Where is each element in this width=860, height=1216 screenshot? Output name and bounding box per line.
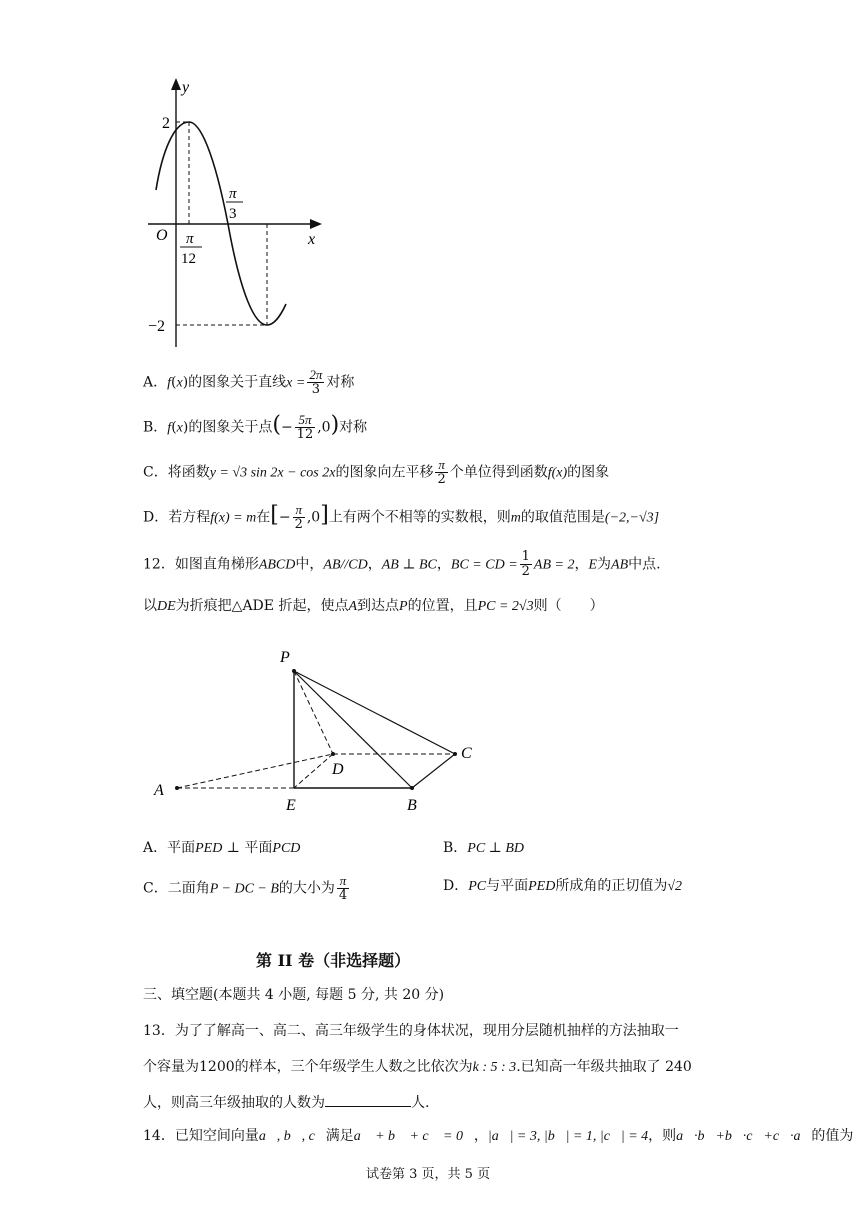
func-arg: x — [176, 420, 183, 436]
pyramid-figure — [140, 640, 500, 825]
option-prefix: B． — [143, 419, 168, 436]
option-text: 上有两个不相等的实数根，则 — [328, 509, 511, 526]
option-text: 的图象关于直线 — [188, 374, 287, 391]
expression: y = √3 sin 2x − cos 2x — [209, 465, 336, 481]
q12-option-c[interactable]: C．二面角P − DC − B的大小为 $\frac{\pi}{4}$ — [143, 873, 348, 903]
option-text: 的图象向左平移 — [335, 464, 434, 481]
max-value-label: 2 — [162, 115, 170, 132]
section-title: 第 II 卷（非选择题） — [256, 951, 411, 970]
y-axis-arrow — [171, 78, 181, 90]
section-3-heading: 三、填空题(本题共 4 小题, 每题 5 分, 共 20 分) — [143, 987, 445, 1003]
option-text: 的图象 — [567, 464, 610, 481]
q13-line3: 人，则高三年级抽取的人数为 人. — [143, 1090, 429, 1115]
label-d: D — [332, 761, 344, 778]
answer-blank[interactable] — [325, 1090, 411, 1107]
q14-line1: 14．已知空间向量a⃗, b⃗, c⃗满足a⃗ + b⃗ + c⃗ = 0⃗，|a⃗| = 3, |b⃗| = 1, |c⃗| = 4，则a⃗·b⃗+b⃗·c⃗+c⃗·a⃗的值为 — [143, 1128, 854, 1144]
pi-over-3-num: π — [229, 186, 237, 202]
edge-bc — [412, 754, 455, 788]
edge-pc — [294, 671, 455, 754]
equation: x = — [286, 375, 306, 391]
option-text: 在 — [256, 509, 271, 526]
func-arg: x — [176, 375, 183, 391]
option-text: 对称 — [339, 419, 368, 436]
point-d — [331, 752, 335, 756]
option-prefix: A． — [143, 374, 168, 391]
fraction: $\frac{5\pi}{12}$ — [296, 412, 314, 442]
x-axis-label: x — [308, 231, 316, 248]
q12-option-b[interactable]: B．PC ⊥ BD — [443, 840, 525, 856]
option-prefix: D．若方程 — [143, 509, 211, 526]
pi-over-12-den: 12 — [181, 251, 196, 267]
sine-graph — [140, 72, 340, 352]
q12-option-a[interactable]: A．平面PED ⊥ 平面PCD — [143, 840, 301, 856]
var-m: m — [510, 510, 521, 526]
fraction: $\frac{2\pi}{3}$ — [309, 367, 323, 397]
pi-over-12-num: π — [186, 231, 194, 247]
min-value-label: −2 — [148, 318, 166, 335]
range-value: (−2,−√3] — [604, 510, 660, 526]
q11-option-c[interactable] — [143, 458, 609, 487]
option-text: 的取值范围是 — [520, 509, 605, 526]
label-p: P — [280, 649, 290, 666]
label-a: A — [154, 782, 164, 799]
label-c: C — [461, 745, 472, 762]
func-name: f(x) — [547, 465, 568, 481]
q11-option-a[interactable]: A．f(x)的图象关于直线x = $\frac{2\pi}{3}$ 对称 — [143, 367, 355, 397]
x-axis-arrow — [310, 219, 322, 229]
q11-option-d[interactable]: D．若方程f(x) = m在[− $\frac{\pi}{2}$ ,0]上有两个不相等的实数根，则m的取值范围是(−2,−√3] — [143, 502, 660, 532]
point-p — [292, 669, 296, 673]
point-a — [175, 786, 179, 790]
edge-de — [294, 754, 333, 788]
label-e: E — [286, 797, 296, 814]
q12-stem-line1: 12．如图直角梯形ABCD中，AB//CD，AB ⊥ BC，BC = CD = $\frac{1}{2}$ AB = 2，E为AB中点. — [143, 549, 661, 579]
page-footer: 试卷第 3 页，共 5 页 — [366, 1167, 491, 1182]
point-b — [410, 786, 414, 790]
label-b: B — [407, 797, 417, 814]
point-rest: ,0 — [317, 419, 331, 436]
interval-rest: ,0 — [306, 509, 321, 526]
q11-option-b[interactable]: B．f(x)的图象关于点(− $\frac{5\pi}{12}$ ,0)对称 — [143, 412, 368, 442]
origin-label: O — [156, 227, 168, 244]
edge-pb — [294, 671, 412, 788]
func-name: f — [167, 375, 172, 391]
q12-stem-line2: 以DE为折痕把△ADE 折起，使点A到达点P的位置，且PC = 2√3则（ ） — [143, 598, 604, 614]
option-text: 个单位得到函数 — [449, 464, 548, 481]
option-prefix: C．将函数 — [143, 464, 210, 481]
option-text: 的图象关于点 — [188, 419, 273, 436]
y-axis-label: y — [182, 79, 190, 96]
pi-over-3-den: 3 — [229, 206, 237, 222]
q13-line2: 个容量为1200的样本，三个年级学生人数之比依次为k : 5 : 3.已知高一年级共抽取了 240 — [143, 1059, 692, 1075]
expression: f(x) = m — [210, 510, 257, 526]
q13-line1: 13．为了了解高一、高二、高三年级学生的身体状况，现用分层随机抽样的方法抽取一 — [143, 1023, 679, 1039]
option-text: 对称 — [326, 374, 355, 391]
func-name: f — [167, 420, 172, 436]
fraction: $\frac{\pi}{2}$ — [437, 457, 446, 487]
edge-pd — [294, 671, 333, 754]
edge-ad — [177, 754, 333, 788]
fraction: $\frac{\pi}{2}$ — [294, 502, 303, 532]
point-c — [453, 752, 457, 756]
q12-option-d[interactable]: D．PC与平面PED所成角的正切值为√2 — [443, 878, 683, 894]
fraction: $\frac{\pi}{4}$ — [338, 873, 348, 903]
